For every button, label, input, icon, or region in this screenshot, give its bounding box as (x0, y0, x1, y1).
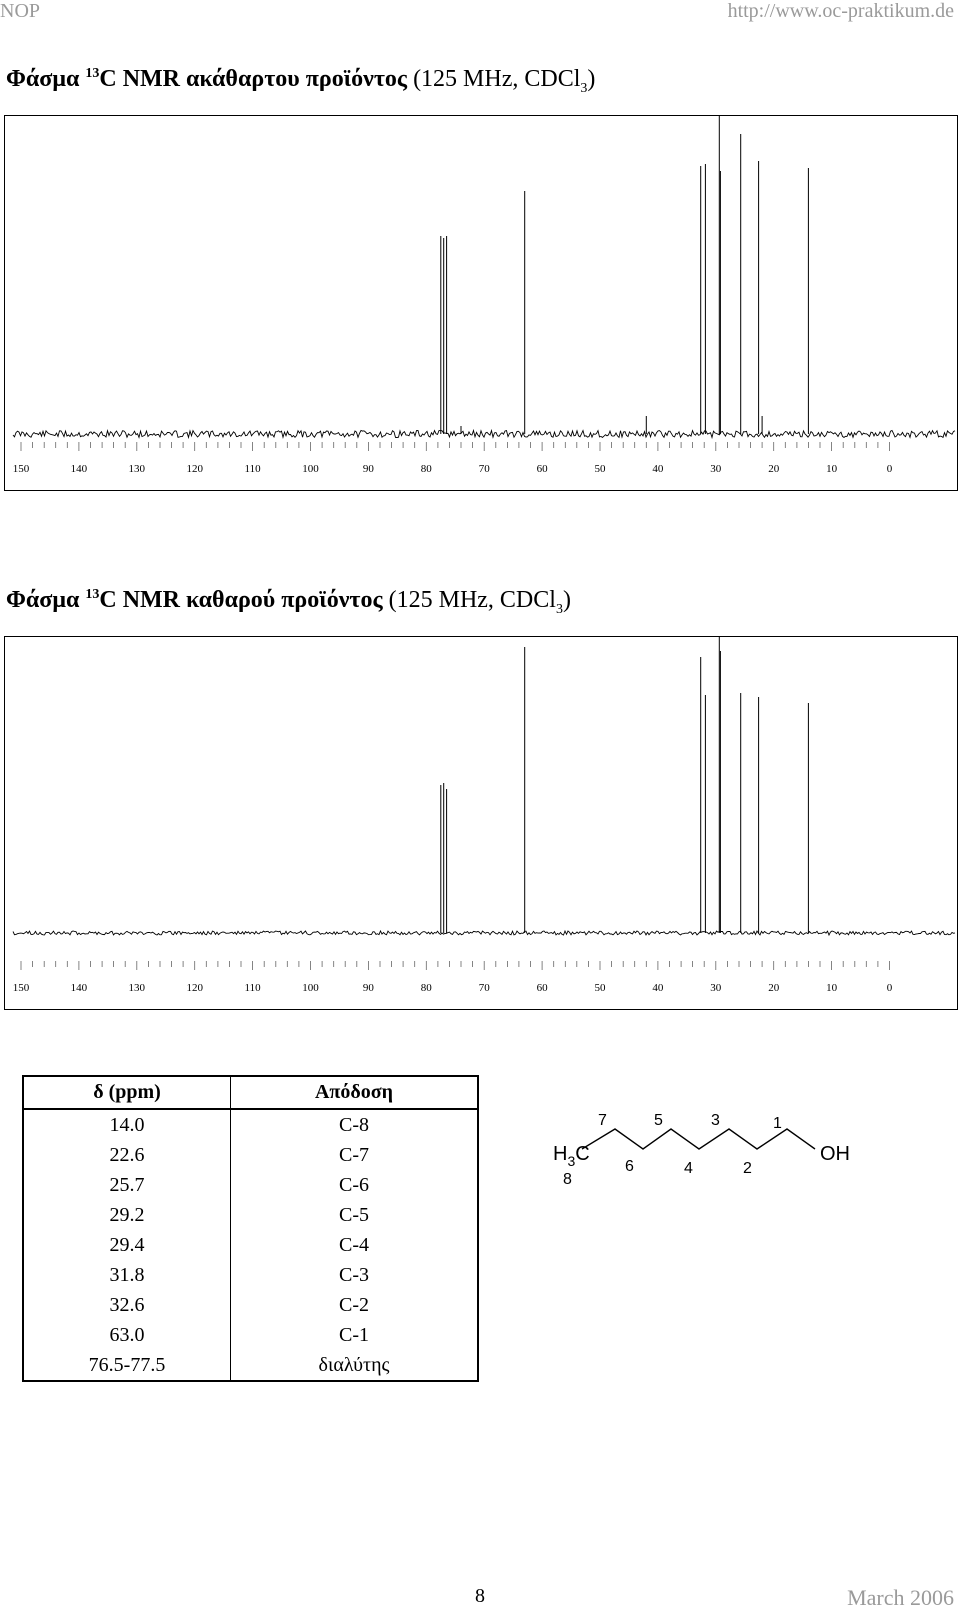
tick-label: 120 (186, 463, 203, 475)
hydroxyl-label: OH (820, 1143, 850, 1165)
tick-label: 130 (128, 982, 146, 994)
shift-cell: 14.0 (23, 1109, 231, 1140)
carbon-number: 4 (684, 1160, 693, 1177)
header-left: NOP (0, 0, 41, 22)
shift-cell: 25.7 (23, 1170, 231, 1200)
tick-label: 140 (70, 463, 88, 475)
shift-cell: 29.4 (23, 1230, 231, 1260)
assignment-cell: C-6 (231, 1170, 479, 1200)
tick-label: 80 (420, 463, 432, 475)
title-close: ) (562, 587, 571, 613)
tick-label: 60 (536, 982, 548, 994)
tick-label: 120 (186, 982, 203, 994)
shift-cell: 22.6 (23, 1140, 231, 1170)
carbon-number: 8 (563, 1171, 572, 1188)
footer-date: March 2006 (847, 1585, 954, 1610)
title-main: C NMR ακάθαρτου προϊόντος (99, 66, 408, 92)
table-row (23, 1260, 478, 1290)
tick-label: 10 (826, 982, 838, 994)
spectrum1-box (4, 115, 958, 491)
carbon-number: 3 (711, 1112, 720, 1129)
table-row (23, 1200, 478, 1230)
table-row (23, 1290, 478, 1320)
title-close: ) (587, 66, 596, 92)
axis-ruler (21, 442, 890, 451)
spectrum1-title (6, 66, 595, 97)
carbon-chain (582, 1129, 815, 1149)
assignment-cell: C-8 (231, 1109, 479, 1140)
assignment-cell: C-5 (231, 1200, 479, 1230)
shift-cell: 32.6 (23, 1290, 231, 1320)
carbon-number: 5 (654, 1112, 663, 1129)
spectrum2-plot (5, 637, 957, 1009)
table-row (23, 1350, 478, 1381)
tick-label: 90 (362, 982, 374, 994)
tick-label: 0 (886, 982, 893, 994)
carbon-number: 6 (625, 1158, 634, 1175)
tick-label: 90 (362, 463, 374, 475)
tick-label: 100 (302, 463, 319, 475)
spectrum2-title (6, 587, 571, 618)
tick-label: 70 (478, 463, 490, 475)
col-header-shift: δ (ppm) (23, 1076, 231, 1109)
tick-label: 0 (886, 463, 893, 475)
assignment-cell: C-3 (231, 1260, 479, 1290)
assignment-cell: C-7 (231, 1140, 479, 1170)
header-url[interactable]: http://www.oc-praktikum.de (727, 0, 954, 22)
title-main: C NMR καθαρού προϊόντος (99, 587, 383, 613)
tick-label: 50 (594, 982, 606, 994)
col-header-assignment: Απόδοση (231, 1076, 479, 1109)
title-prefix: Φάσμα (6, 587, 80, 613)
octanol-structure (545, 1105, 865, 1215)
tick-label: 150 (12, 463, 30, 475)
tick-label: 20 (768, 982, 780, 994)
tick-label: 150 (12, 982, 30, 994)
spectrum2-box (4, 636, 958, 1010)
tick-label: 100 (302, 982, 319, 994)
spectrum-baseline (13, 931, 955, 935)
shift-cell: 63.0 (23, 1320, 231, 1350)
tick-label: 30 (710, 463, 722, 475)
axis-ruler (21, 961, 890, 970)
table-row (23, 1320, 478, 1350)
carbon-number: 1 (773, 1115, 782, 1132)
tick-label: 70 (478, 982, 490, 994)
table-row (23, 1140, 478, 1170)
assignment-table (22, 1075, 479, 1382)
tick-label: 50 (594, 463, 606, 475)
tick-label: 110 (244, 982, 261, 994)
tick-label: 30 (710, 982, 722, 994)
table-row (23, 1170, 478, 1200)
isotope-sup: 13 (85, 66, 100, 81)
title-conditions: (125 MHz, CDCl (388, 587, 556, 613)
carbon-number: 2 (743, 1160, 752, 1177)
tick-label: 40 (652, 463, 664, 475)
assignment-cell: διαλύτης (231, 1350, 479, 1381)
carbon-number: 7 (598, 1112, 607, 1129)
title-sub: 3 (555, 601, 563, 617)
table-row (23, 1109, 478, 1140)
tick-label: 40 (652, 982, 664, 994)
methyl-label: $H_3C$ (553, 1143, 590, 1169)
shift-cell: 29.2 (23, 1200, 231, 1230)
tick-label: 140 (70, 982, 88, 994)
page-number: 8 (475, 1585, 485, 1607)
table-row (23, 1230, 478, 1260)
isotope-sup: 13 (85, 587, 100, 602)
spectrum-baseline (13, 431, 955, 438)
tick-label: 20 (768, 463, 780, 475)
title-sub: 3 (580, 80, 588, 96)
tick-label: 110 (244, 463, 261, 475)
assignment-cell: C-2 (231, 1290, 479, 1320)
tick-label: 80 (420, 982, 432, 994)
title-conditions: (125 MHz, CDCl (413, 66, 581, 92)
assignment-cell: C-4 (231, 1230, 479, 1260)
shift-cell: 31.8 (23, 1260, 231, 1290)
assignment-cell: C-1 (231, 1320, 479, 1350)
tick-label: 10 (826, 463, 838, 475)
shift-cell: 76.5-77.5 (23, 1350, 231, 1381)
table-header-row (23, 1076, 478, 1109)
tick-label: 60 (536, 463, 548, 475)
title-prefix: Φάσμα (6, 66, 80, 92)
tick-label: 130 (128, 463, 146, 475)
spectrum1-plot (5, 116, 957, 490)
